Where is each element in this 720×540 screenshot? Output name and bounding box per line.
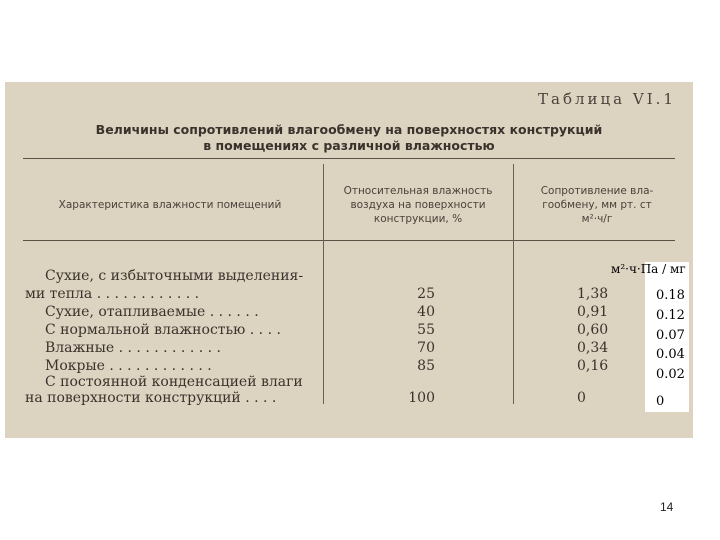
column-divider-2 xyxy=(513,164,514,404)
header-humidity-3: конструкции, % xyxy=(373,213,463,225)
column-divider-1 xyxy=(323,164,324,404)
header-humidity-1: Относительная влажность xyxy=(343,185,493,197)
humidity-value: 70 xyxy=(417,340,435,356)
page-number: 14 xyxy=(660,500,674,514)
resistance-value: 0,91 xyxy=(577,304,609,320)
scanned-table xyxy=(5,82,693,438)
resistance-value: 0,60 xyxy=(577,322,609,338)
header-resistance-1: Сопротивление вла- xyxy=(540,185,654,197)
resistance-value: 0,16 xyxy=(577,358,609,374)
humidity-value: 40 xyxy=(417,304,435,320)
resistance-value: 1,38 xyxy=(577,286,609,302)
table-title-line-2: в помещениях с различной влажностью xyxy=(203,138,495,153)
row-label: Сухие, отапливаемые . . . . . . xyxy=(45,304,259,320)
si-value: 0.18 xyxy=(656,288,685,303)
row-label: Сухие, с избыточными выделения- xyxy=(45,268,304,284)
table-number: Таблица VI.1 xyxy=(538,90,676,108)
si-value: 0.07 xyxy=(656,328,685,343)
humidity-value: 25 xyxy=(417,286,435,302)
header-characteristic: Характеристика влажности помещений xyxy=(58,199,282,211)
header-top-rule xyxy=(23,158,675,159)
row-label: С нормальной влажностью . . . . xyxy=(45,322,281,338)
si-value: 0.12 xyxy=(656,308,685,323)
si-value: 0 xyxy=(656,394,665,409)
header-bottom-rule xyxy=(23,240,675,241)
header-humidity-2: воздуха на поверхности xyxy=(350,199,486,211)
resistance-value: 0 xyxy=(577,390,586,406)
humidity-value: 100 xyxy=(408,390,435,406)
humidity-value: 55 xyxy=(417,322,435,338)
row-label: ми тепла . . . . . . . . . . . . xyxy=(25,286,200,302)
row-label: С постоянной конденсацией влаги xyxy=(45,374,303,390)
si-value: 0.02 xyxy=(656,367,685,382)
row-label: Влажные . . . . . . . . . . . . xyxy=(45,340,221,356)
header-resistance-2: гообмену, мм рт. ст xyxy=(542,199,652,211)
row-label: на поверхности конструкций . . . . xyxy=(25,390,277,406)
header-resistance-3: м²·ч/г xyxy=(581,213,613,225)
si-value: 0.04 xyxy=(656,347,685,362)
resistance-value: 0,34 xyxy=(577,340,609,356)
row-label: Мокрые . . . . . . . . . . . . xyxy=(45,358,212,374)
table-title-line-1: Величины сопротивлений влагообмену на поверхностях конструкций xyxy=(95,122,603,137)
humidity-value: 85 xyxy=(417,358,435,374)
si-unit-label: м²·ч·Па / мг xyxy=(611,262,686,276)
